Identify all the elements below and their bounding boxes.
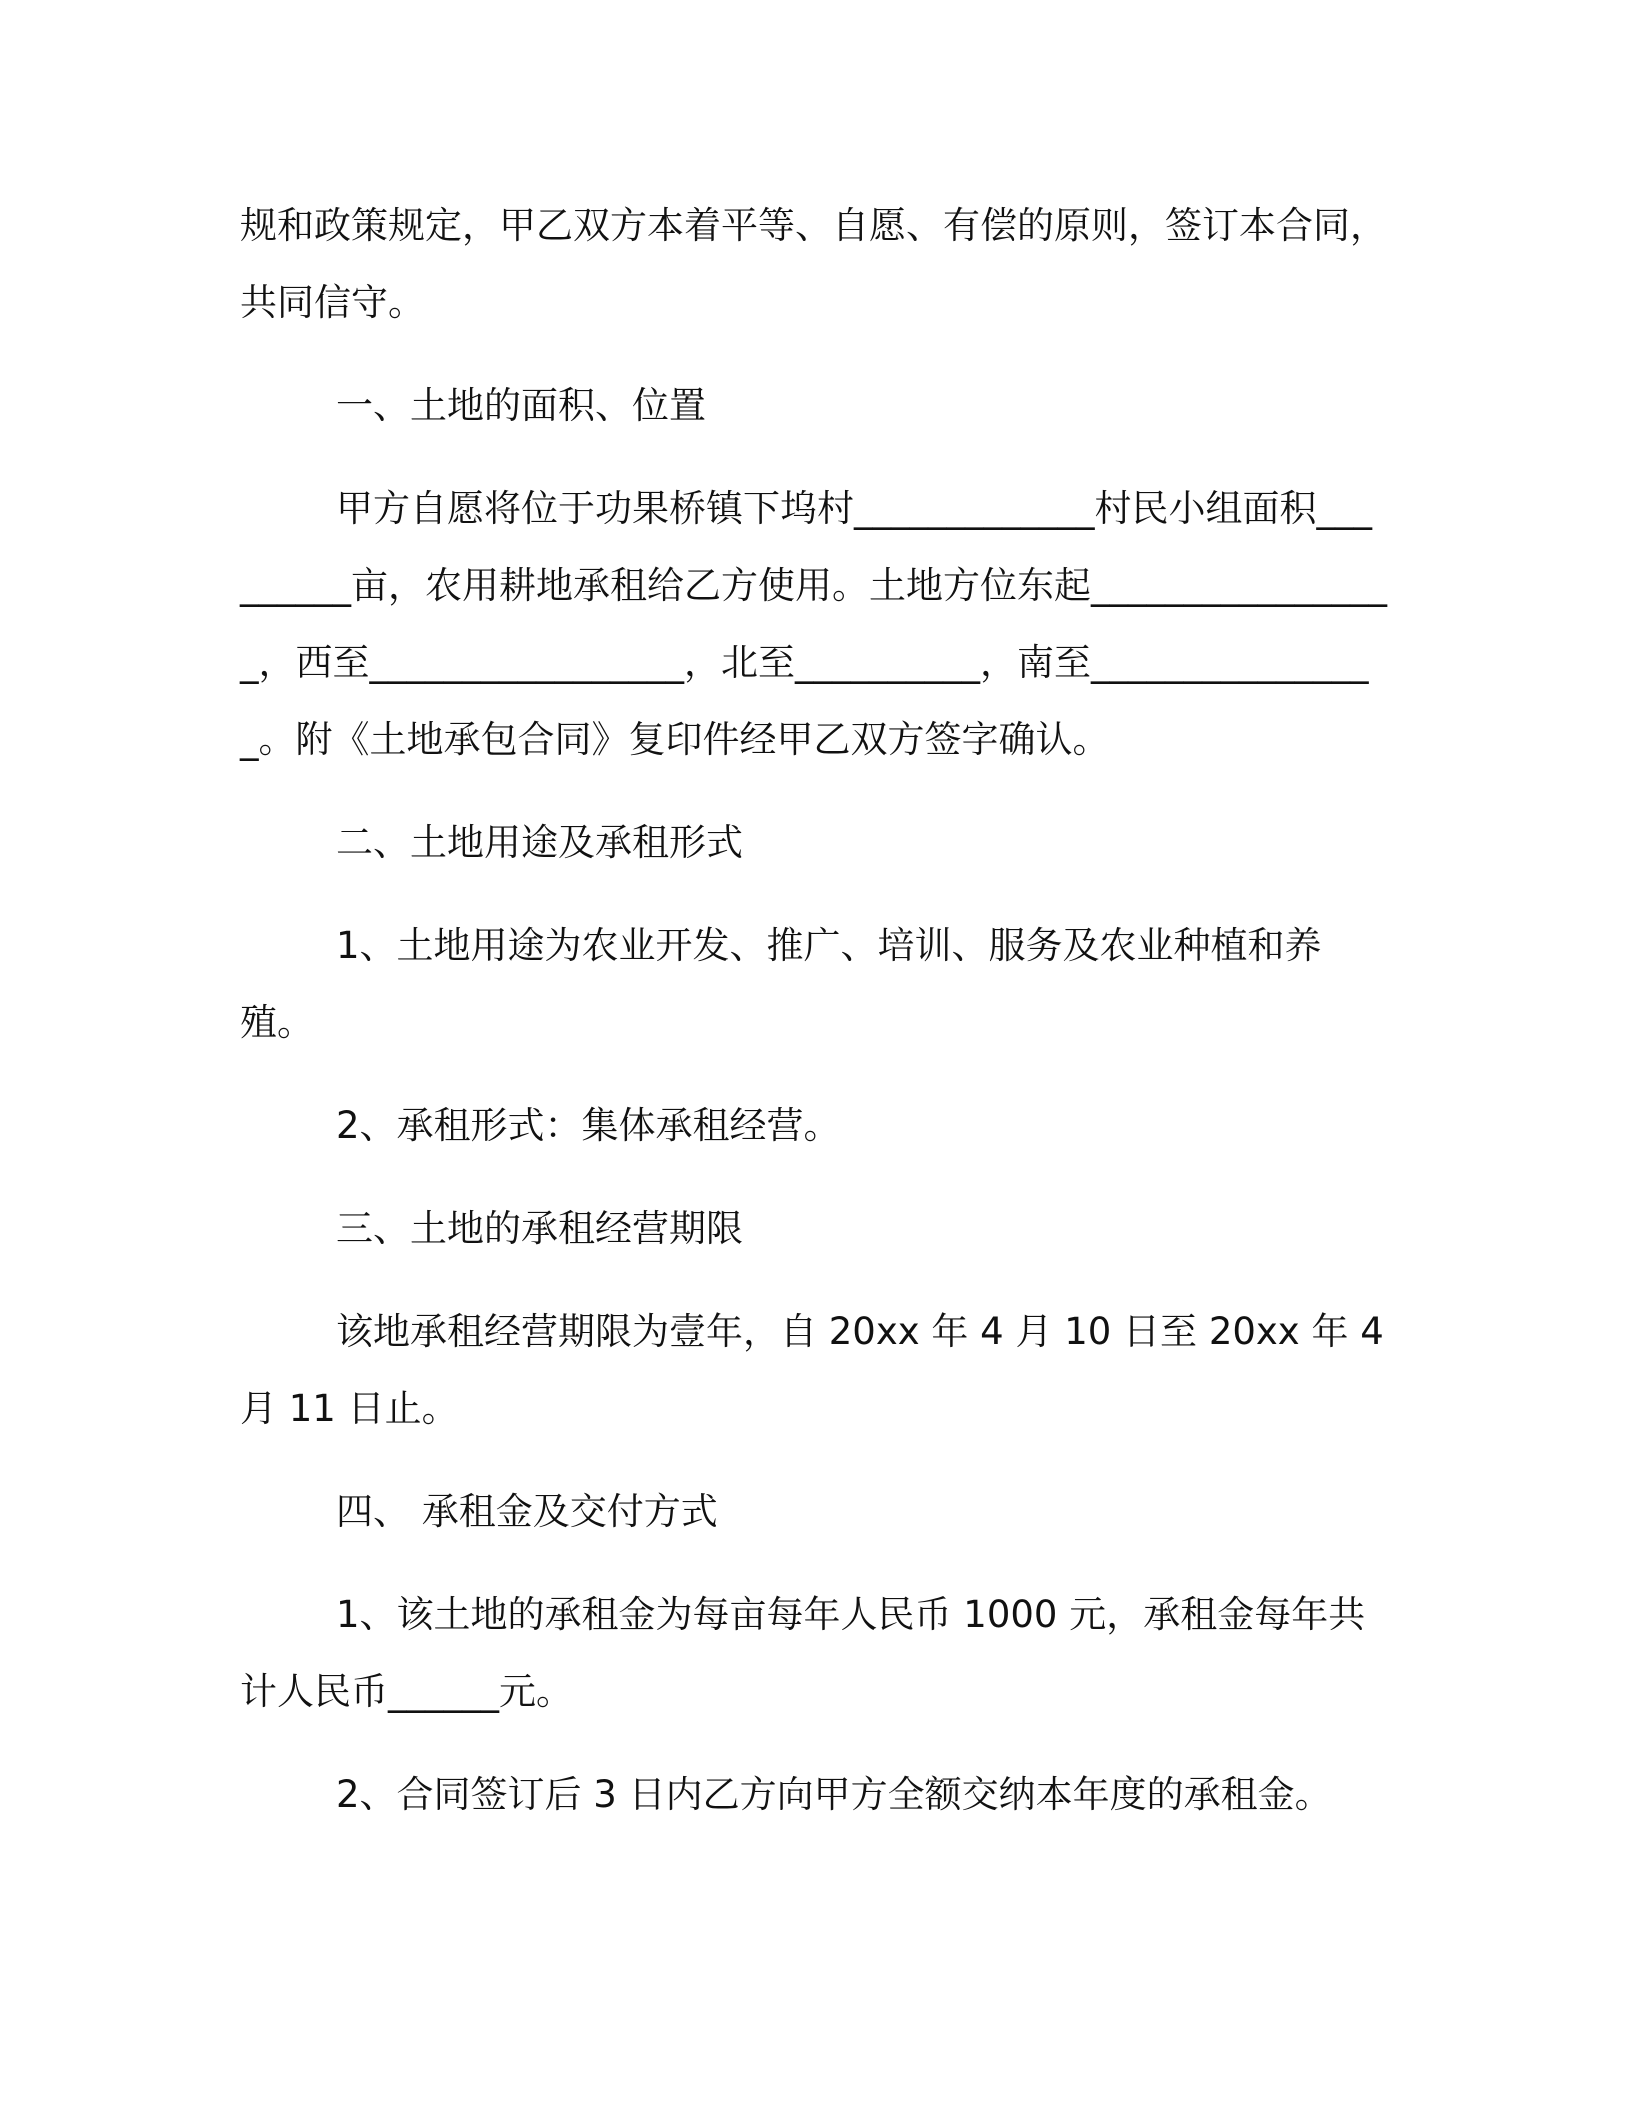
section-4-item-1: 1、该土地的承租金为每亩每年人民币 1000 元，承租金每年共计人民币______元。 <box>240 1593 1366 1713</box>
section-4-item-2: 2、合同签订后 3 日内乙方向甲方全额交纳本年度的承租金。 <box>336 1773 1332 1816</box>
section-1-body-paragraph: 甲方自愿将位于功果桥镇下坞村_____________村民小组面积_________亩，农用耕地承租给乙方使用。土地方位东起_________________，西至_________________，北至__________，南至________________。附《土地承包合同》复印件经甲乙双方签字确认。 <box>240 487 1387 761</box>
section-2-heading: 二、土地用途及承租形式 <box>336 821 743 864</box>
section-3-heading: 三、土地的承租经营期限 <box>336 1207 743 1250</box>
section-2-item-2: 2、承租形式：集体承租经营。 <box>336 1104 841 1147</box>
intro-continuation-paragraph: 规和政策规定，甲乙双方本着平等、自愿、有偿的原则，签订本合同，共同信守。 <box>240 204 1387 324</box>
section-3-body-paragraph: 该地承租经营期限为壹年，自 20xx 年 4 月 10 日至 20xx 年 4 月 11 日止。 <box>240 1310 1396 1430</box>
document-page <box>240 187 1396 1833</box>
section-2-item-1: 1、土地用途为农业开发、推广、培训、服务及农业种植和养殖。 <box>240 924 1322 1044</box>
section-1-heading: 一、土地的面积、位置 <box>336 384 706 427</box>
section-4-heading: 四、 承租金及交付方式 <box>336 1490 718 1533</box>
